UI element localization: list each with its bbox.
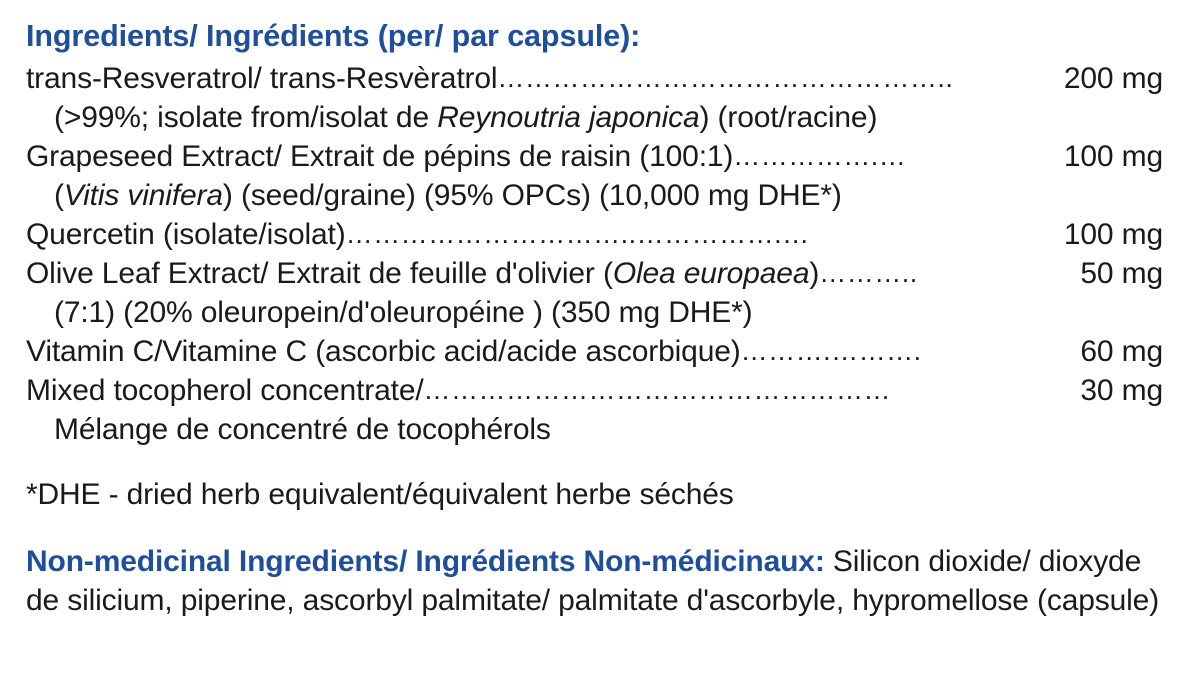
non-medicinal-heading: Non-medicinal Ingredients/ Ingrédients Non-médicinaux:: [26, 545, 825, 579]
latin-binomial: Olea europaea: [612, 257, 810, 291]
non-medicinal-body: Silicon dioxide/ dioxyde de silicium, piperine, ascorbyl palmitate/ palmitate d'ascorbyle, hypromellose (capsule): [26, 545, 1160, 618]
ingredient-amount: 200 mg: [1063, 62, 1163, 96]
non-medicinal-ingredients: [26, 542, 1163, 620]
latin-binomial: Reynoutria japonica: [437, 101, 700, 135]
ingredient-main-line: [26, 215, 1163, 254]
ingredient-main-line: [26, 59, 1163, 98]
leader-dots: …………………………..…………….…: [345, 219, 810, 250]
ingredient-continuation: Mélange de concentré de tocophérols: [54, 413, 551, 447]
leader-dots: ………..: [819, 258, 918, 289]
ingredient-row: [26, 215, 1163, 254]
leader-dots: ……………………………………………: [423, 375, 892, 406]
ingredient-main-line: [26, 371, 1163, 410]
subline-prefix: (>99%; isolate from/isolat de: [54, 101, 438, 135]
subline-prefix: (: [54, 179, 64, 213]
ingredient-main-line: [26, 254, 1163, 293]
ingredient-amount: 30 mg: [1080, 374, 1163, 408]
ingredient-row: [26, 371, 1163, 449]
ingredient-amount: 50 mg: [1080, 257, 1163, 291]
ingredient-amount: 100 mg: [1063, 140, 1163, 174]
ingredient-main-line: [26, 137, 1163, 176]
subline-suffix: ) (seed/graine) (95% OPCs) (10,000 mg DHE*): [222, 179, 842, 213]
ingredients-list: [26, 59, 1163, 449]
ingredient-row: [26, 254, 1163, 332]
ingredient-name: [26, 254, 819, 293]
ingredient-subline: [26, 98, 1163, 137]
leader-dots: …………………………………………..: [497, 63, 954, 94]
ingredient-subline: [26, 176, 1163, 215]
latin-binomial: Vitis vinifera: [63, 179, 223, 213]
ingredient-name-prefix: Olive Leaf Extract/ Extrait de feuille d'olivier (: [26, 257, 613, 291]
ingredient-subline: (7:1) (20% oleuropein/d'oleuropéine ) (350 mg DHE*): [54, 296, 753, 330]
ingredient-row: [26, 137, 1163, 215]
subline-suffix: ) (root/racine): [699, 101, 878, 135]
ingredient-amount: 100 mg: [1063, 218, 1163, 252]
ingredient-name-suffix: ): [809, 257, 820, 291]
ingredient-name: Quercetin (isolate/isolat): [26, 218, 346, 252]
dhe-footnote: *DHE - dried herb equivalent/équivalent herbe séchés: [26, 478, 734, 512]
ingredient-row: [26, 59, 1163, 137]
ingredient-name: Grapeseed Extract/ Extrait de pépins de raisin (100:1): [26, 140, 734, 174]
ingredient-row: [26, 332, 1163, 371]
ingredients-heading: Ingredients/ Ingrédients (per/ par capsule):: [26, 19, 641, 53]
ingredient-name: Mixed tocopherol concentrate/: [26, 374, 424, 408]
leader-dots: …………….…: [733, 141, 907, 172]
ingredient-amount: 60 mg: [1080, 335, 1163, 369]
leader-dots: ……….……….: [740, 336, 922, 367]
ingredient-main-line: [26, 332, 1163, 371]
ingredient-name: trans-Resveratrol/ trans-Resvèratrol: [26, 62, 498, 96]
ingredient-name: Vitamin C/Vitamine C (ascorbic acid/acide ascorbique): [26, 335, 741, 369]
